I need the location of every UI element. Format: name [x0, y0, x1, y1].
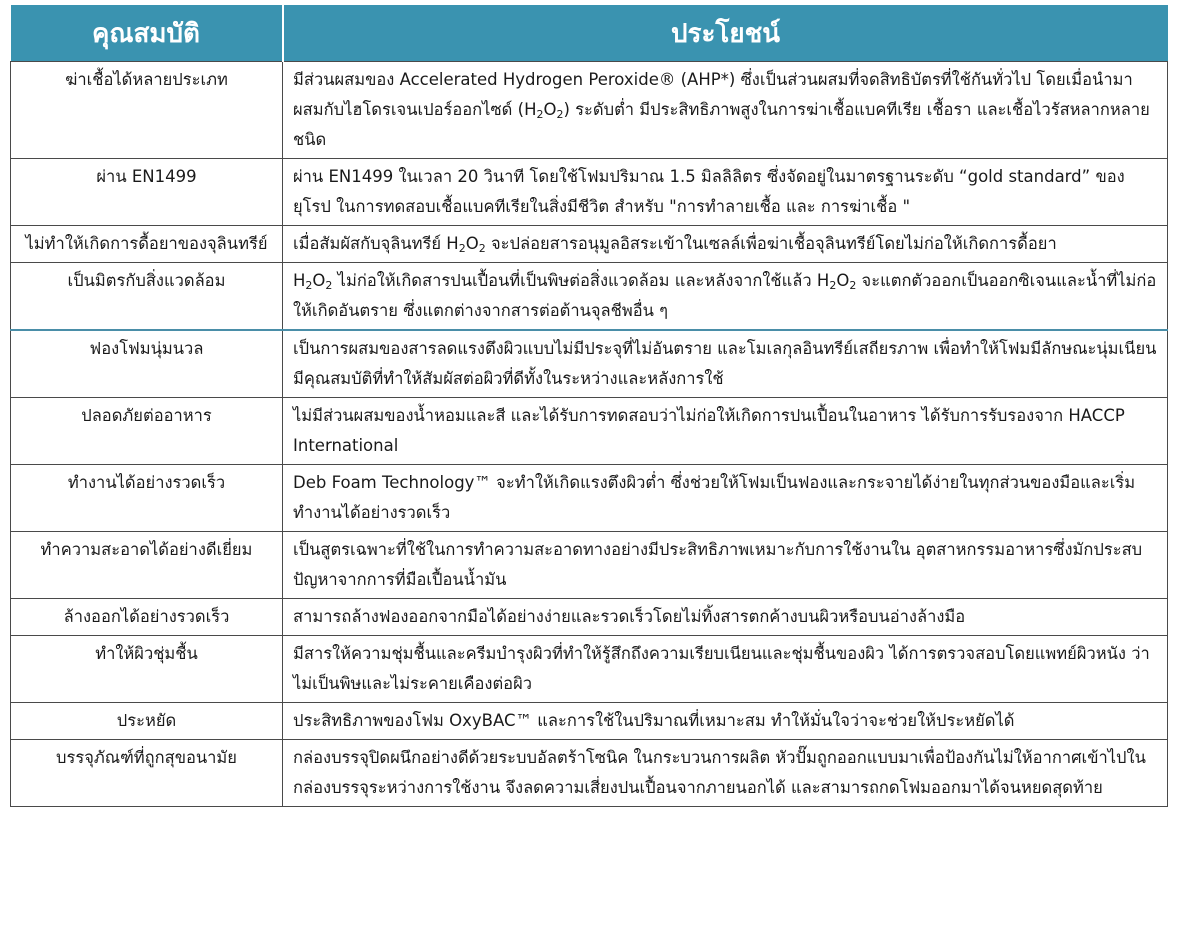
benefit-cell: เป็นการผสมของสารลดแรงตึงผิวแบบไม่มีประจุที่ไม่อันตราย และโมเลกุลอินทรีย์เสถียรภาพ เพื่อทำให้โฟมมีลักษณะนุ่มเนียน มีคุณสมบัติที่ทำให้สัมผัสต่อผิวที่ดีทั้งในระหว่างและหลังการใช้ [283, 330, 1168, 398]
table-row [11, 398, 1168, 465]
property-cell: ปลอดภัยต่ออาหาร [11, 398, 283, 465]
benefit-cell: กล่องบรรจุปิดผนึกอย่างดีด้วยระบบอัลตร้าโซนิค ในกระบวนการผลิต หัวปั๊มถูกออกแบบมาเพื่อป้องกันไม่ให้อากาศเข้าไปในกล่องบรรจุระหว่างการใช้งาน จึงลดความเสี่ยงปนเปื้อนจากภายนอกได้ และสามารถกดโฟมออกมาได้จนหยดสุดท้าย [283, 740, 1168, 807]
benefit-text: ) ระดับต่ำ มีประสิทธิภาพสูงในการฆ่าเชื้อแบคทีเรีย เชื้อรา และเชื้อไวรัสหลากหลายชนิด [293, 100, 1150, 149]
subscript: 2 [305, 279, 313, 292]
table-row [11, 330, 1168, 398]
benefit-cell: ไม่มีส่วนผสมของน้ำหอมและสี และได้รับการทดสอบว่าไม่ก่อให้เกิดการปนเปื้อนในอาหาร ได้รับการรับรองจาก HACCP International [283, 398, 1168, 465]
subscript: 2 [556, 108, 564, 121]
table-row [11, 740, 1168, 807]
benefit-text: H [293, 271, 306, 290]
benefit-cell: Deb Foam Technology™ จะทำให้เกิดแรงตึงผิวต่ำ ซึ่งช่วยให้โฟมเป็นฟองและกระจายได้ง่ายในทุกส่วนของมือและเริ่มทำงานได้อย่างรวดเร็ว [283, 465, 1168, 532]
benefit-cell [283, 263, 1168, 331]
property-cell: เป็นมิตรกับสิ่งแวดล้อม [11, 263, 283, 331]
subscript: 2 [829, 279, 837, 292]
properties-benefits-table [10, 5, 1168, 807]
subscript: 2 [478, 242, 486, 255]
table-row [11, 226, 1168, 263]
table-row [11, 62, 1168, 159]
subscript: 2 [536, 108, 544, 121]
benefit-text: เมื่อสัมผัสกับจุลินทรีย์ H [293, 234, 459, 253]
property-cell: ผ่าน EN1499 [11, 159, 283, 226]
table-row [11, 532, 1168, 599]
table-row [11, 636, 1168, 703]
subscript: 2 [458, 242, 466, 255]
property-cell: ไม่ทำให้เกิดการดื้อยาของจุลินทรีย์ [11, 226, 283, 263]
property-cell: ประหยัด [11, 703, 283, 740]
subscript: 2 [325, 279, 333, 292]
benefit-cell [283, 62, 1168, 159]
benefit-cell: มีสารให้ความชุ่มชื้นและครีมบำรุงผิวที่ทำให้รู้สึกถึงความเรียบเนียนและชุ่มชื้นของผิว ได้การตรวจสอบโดยแพทย์ผิวหนัง ว่าไม่เป็นพิษและไม่ระคายเคืองต่อผิว [283, 636, 1168, 703]
benefit-text: O [465, 234, 479, 253]
property-cell: ฟองโฟมนุ่มนวล [11, 330, 283, 398]
header-benefits: ประโยชน์ [283, 5, 1168, 62]
property-cell: ทำให้ผิวชุ่มชื้น [11, 636, 283, 703]
benefit-cell [283, 226, 1168, 263]
benefit-cell: สามารถล้างฟองออกจากมือได้อย่างง่ายและรวดเร็วโดยไม่ทิ้งสารตกค้างบนผิวหรือบนอ่างล้างมือ [283, 599, 1168, 636]
benefit-text: ไม่ก่อให้เกิดสารปนเปื้อนที่เป็นพิษต่อสิ่งแวดล้อม และหลังจากใช้แล้ว H [332, 271, 830, 290]
benefit-cell: ผ่าน EN1499 ในเวลา 20 วินาที โดยใช้โฟมปริมาณ 1.5 มิลลิลิตร ซึ่งจัดอยู่ในมาตรฐานระดับ “gold standard” ของยุโรป ในการทดสอบเชื้อแบคทีเรียในสิ่งมีชีวิต สำหรับ "การทำลายเชื้อ และ การฆ่าเชื้อ " [283, 159, 1168, 226]
benefit-text: O [836, 271, 850, 290]
benefit-text: มีส่วนผสมของ Accelerated Hydrogen Peroxide® (AHP*) ซึ่งเป็นส่วนผสมที่จดสิทธิบัตรที่ใช้กันทั่วไป โดยเมื่อนำมาผสมกับไฮโดรเจนเปอร์ออกไซด์ (H [293, 70, 1133, 119]
table-header-row [11, 5, 1168, 62]
benefit-text: จะแตกตัวออกเป็นออกซิเจนและน้ำที่ไม่ก่อให้เกิดอันตราย ซึ่งแตกต่างจากสารต่อต้านจุลชีพอื่น ๆ [293, 271, 1157, 320]
table-row [11, 703, 1168, 740]
benefit-cell: เป็นสูตรเฉพาะที่ใช้ในการทำความสะอาดทางอย่างมีประสิทธิภาพเหมาะกับการใช้งานใน อุตสาหกรรมอาหารซึ่งมักประสบปัญหาจากการที่มือเปื้อนน้ำมัน [283, 532, 1168, 599]
table-row [11, 465, 1168, 532]
subscript: 2 [849, 279, 857, 292]
property-cell: ล้างออกได้อย่างรวดเร็ว [11, 599, 283, 636]
property-cell: ทำงานได้อย่างรวดเร็ว [11, 465, 283, 532]
benefit-text: จะปล่อยสารอนุมูลอิสระเข้าในเซลล์เพื่อฆ่าเชื้อจุลินทรีย์โดยไม่ก่อให้เกิดการดื้อยา [485, 234, 1057, 253]
property-cell: ทำความสะอาดได้อย่างดีเยี่ยม [11, 532, 283, 599]
benefit-text: O [312, 271, 326, 290]
property-cell: ฆ่าเชื้อได้หลายประเภท [11, 62, 283, 159]
header-properties: คุณสมบัติ [11, 5, 283, 62]
property-cell: บรรจุภัณฑ์ที่ถูกสุขอนามัย [11, 740, 283, 807]
table-row [11, 159, 1168, 226]
benefit-text: O [543, 100, 557, 119]
table-row [11, 599, 1168, 636]
properties-table-container [10, 5, 1167, 807]
benefit-cell: ประสิทธิภาพของโฟม OxyBAC™ และการใช้ในปริมาณที่เหมาะสม ทำให้มั่นใจว่าจะช่วยให้ประหยัดได้ [283, 703, 1168, 740]
table-row [11, 263, 1168, 331]
